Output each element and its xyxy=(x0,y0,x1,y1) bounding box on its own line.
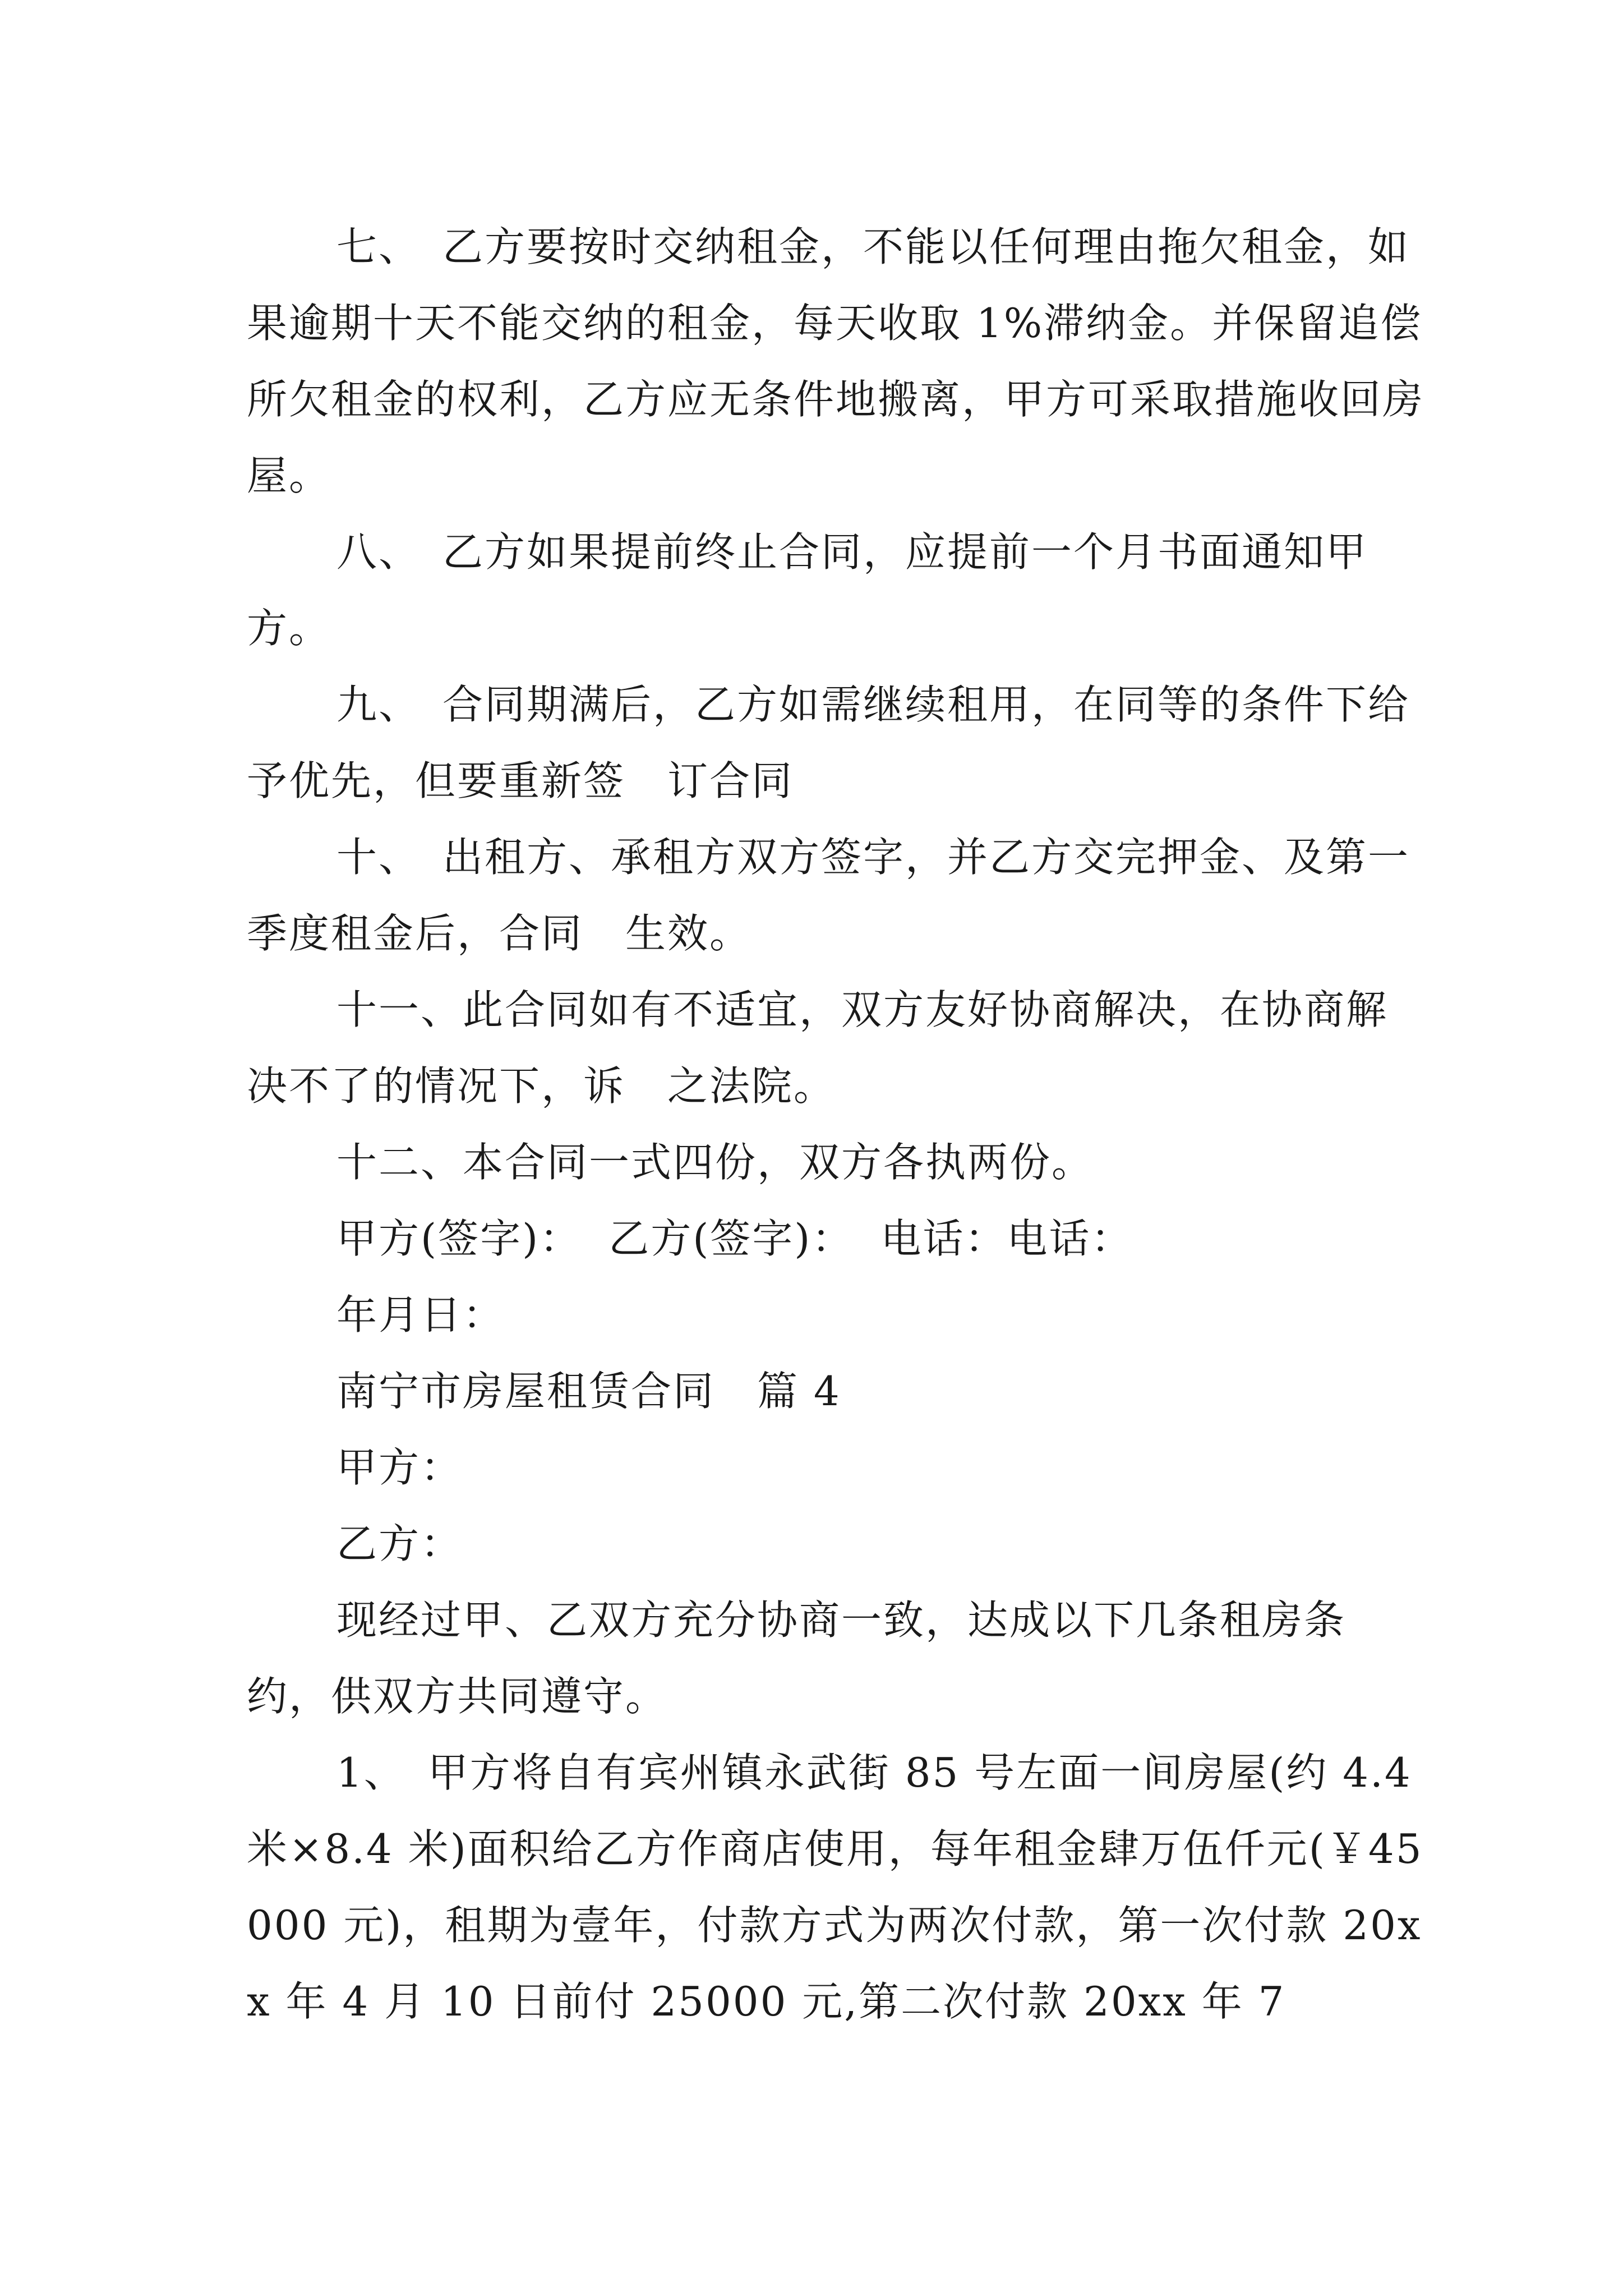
clause-11: 十一、此合同如有不适宜，双方友好协商解决，在协商解决不了的情况下，诉 之法院。 xyxy=(247,986,1389,1110)
clause-12: 十二、本合同一式四份，双方各执两份。 xyxy=(336,1139,1094,1186)
party-a-signature: 甲方(签字)： xyxy=(336,1215,582,1262)
party-a-label: 甲方： xyxy=(336,1444,463,1491)
date-line: 年月日： xyxy=(336,1291,505,1338)
phone-b: 电话： xyxy=(1007,1215,1133,1262)
phone-a: 电话： xyxy=(880,1215,1007,1262)
section-title: 南宁市房屋租赁合同 篇 4 xyxy=(336,1368,841,1415)
clause-9: 九、 合同期满后，乙方如需继续租用，在同等的条件下给予优先，但要重新签 订合同 xyxy=(247,681,1410,804)
clause-8: 八、 乙方如果提前终止合同，应提前一个月书面通知甲方。 xyxy=(247,528,1368,652)
party-b-signature: 乙方(签字)： xyxy=(608,1215,854,1262)
document-body xyxy=(247,209,1424,2040)
party-b-label: 乙方： xyxy=(336,1520,463,1567)
clause-10: 十、 出租方、承租方双方签字，并乙方交完押金、及第一季度租金后，合同 生效。 xyxy=(247,834,1410,957)
item-1: 1、 甲方将自有宾州镇永武街 85 号左面一间房屋(约 4.4米×8.4 米)面积给乙方作商店使用，每年租金肆万伍仟元(￥45000 元)，租期为壹年，付款方式为两次付款，第一次付款 20xx 年 4 月 10 日前付 25000 元,第二次付款 20xx 年 7 xyxy=(247,1749,1423,2025)
clause-7: 七、 乙方要按时交纳租金，不能以任何理由拖欠租金，如果逾期十天不能交纳的租金，每天收取 1%滞纳金。并保留追偿所欠租金的权利，乙方应无条件地搬离，甲方可采取措施收回房屋。 xyxy=(247,223,1425,499)
intro-paragraph: 现经过甲、乙双方充分协商一致，达成以下几条租房条约，供双方共同遵守。 xyxy=(247,1596,1347,1720)
signature-line xyxy=(247,1200,1424,1277)
